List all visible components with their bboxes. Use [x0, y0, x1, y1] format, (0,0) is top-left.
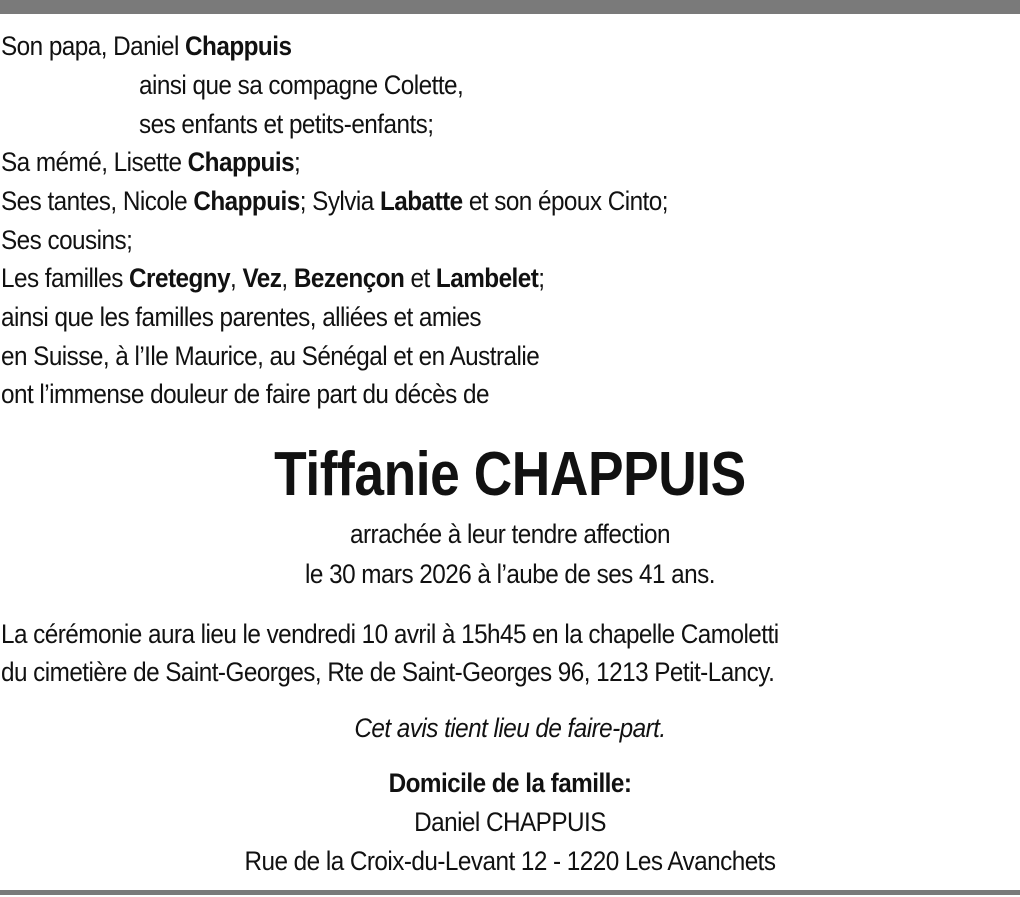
father-prefix: Son papa,: [1, 31, 107, 61]
affection-line: arrachée à leur tendre affection: [349, 519, 670, 549]
father-last-name: Chappuis: [185, 31, 292, 61]
tantes-prefix: Ses tantes, Nicole: [1, 186, 188, 216]
familles-name-1: Cretegny: [129, 263, 231, 293]
familles-name-3: Bezençon: [293, 263, 405, 293]
date-line: le 30 mars 2026 à l’aube de ses 41 ans.: [305, 559, 715, 589]
parentes-line: ainsi que les familles parentes, alliées et amies: [1, 302, 482, 332]
father-first-name: Daniel: [113, 31, 179, 61]
domicile-address: Rue de la Croix-du-Levant 12 - 1220 Les Avanchets: [244, 846, 776, 876]
familles-name-2: Vez: [242, 263, 282, 293]
tantes-mid: ; Sylvia: [299, 186, 374, 216]
familles-name-4: Lambelet: [435, 263, 539, 293]
familles-sep-2: ,: [281, 263, 288, 293]
meme-last-name: Chappuis: [187, 147, 295, 177]
familles-line: [1, 261, 545, 295]
father-companion-line: ainsi que sa compagne Colette,: [139, 70, 464, 100]
domicile-heading: Domicile de la famille:: [388, 768, 632, 798]
meme-suffix: ;: [294, 147, 301, 177]
familles-prefix: Les familles: [1, 263, 123, 293]
tantes-suffix: et son époux Cinto;: [468, 186, 668, 216]
father-children-line: ses enfants et petits-enfants;: [139, 109, 434, 139]
douleur-line: ont l’immense douleur de faire part du décès de: [1, 379, 489, 409]
cousins-line: Ses cousins;: [1, 225, 133, 255]
bottom-rule: [0, 890, 1020, 895]
top-rule: [0, 0, 1020, 14]
familles-and: et: [410, 263, 430, 293]
meme-line: [1, 145, 300, 179]
pays-line: en Suisse, à l’Ile Maurice, au Sénégal et en Australie: [1, 341, 540, 371]
tantes-last-name-1: Chappuis: [193, 186, 300, 216]
familles-suffix: ;: [538, 263, 545, 293]
ceremony-line-2: du cimetière de Saint-Georges, Rte de Saint-Georges 96, 1213 Petit-Lancy.: [1, 657, 775, 687]
tantes-line: [1, 184, 668, 218]
familles-sep-1: ,: [230, 263, 237, 293]
domicile-name: Daniel CHAPPUIS: [414, 807, 606, 837]
deceased-name: Tiffanie CHAPPUIS: [274, 440, 746, 509]
meme-prefix: Sa mémé, Lisette: [1, 147, 182, 177]
ceremony-line-1: La cérémonie aura lieu le vendredi 10 avril à 15h45 en la chapelle Camoletti: [1, 619, 779, 649]
father-line: [1, 29, 291, 63]
tantes-last-name-2: Labatte: [379, 186, 463, 216]
faire-part-note: Cet avis tient lieu de faire-part.: [354, 713, 666, 743]
